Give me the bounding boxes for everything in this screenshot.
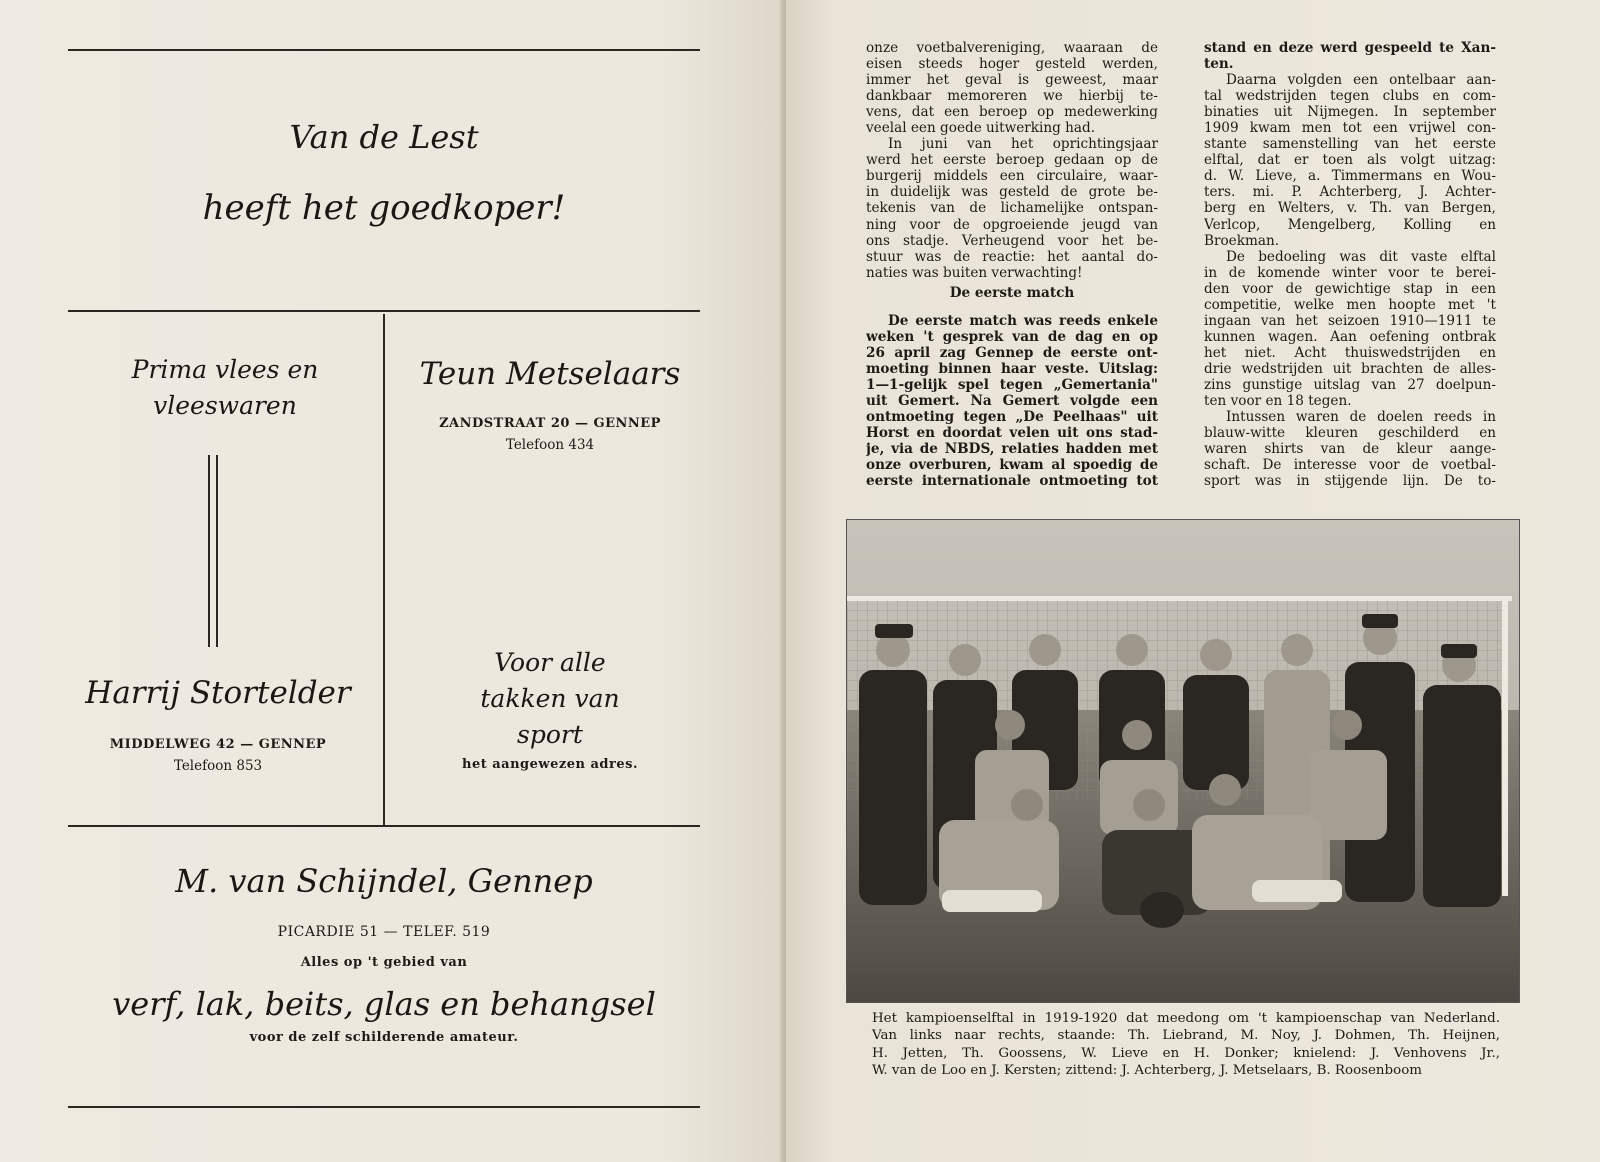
text-line: stuur was de reactie: het aantal do-	[866, 248, 1158, 265]
text-line: veelal een goede uitwerking had.	[866, 120, 1096, 137]
text-line: ons stadje. Verheugend voor het be-	[866, 232, 1158, 249]
text-line: ning voor de opgroeiende jeugd van	[866, 216, 1158, 233]
section-heading: De eerste match	[949, 284, 1075, 301]
text-line: sport was in stijgende lijn. De to-	[1204, 473, 1496, 490]
text-line: den voor de gewichtige stap in een	[1204, 280, 1496, 297]
paragraph-bold	[866, 313, 1158, 490]
ad-van-de-lest-line2: heeft het goedkoper!	[202, 188, 566, 228]
text-line: tekenis van de lichamelijke ontspan-	[866, 200, 1158, 217]
left-page	[0, 0, 786, 1162]
text-line: binaties uit Nijmegen. In september	[1204, 104, 1496, 121]
text-line: elftal, dat er toen als volgt uitzag:	[1204, 152, 1496, 169]
article-column-2	[1204, 40, 1496, 489]
photo-caption	[872, 1010, 1500, 1079]
text-line: De eerste match was reeds enkele	[888, 312, 1158, 329]
ad-metselaars-name: Teun Metselaars	[419, 356, 681, 392]
text-line: ingaan van het seizoen 1910—1911 te	[1204, 312, 1496, 329]
text-line: eerste internationale ontmoeting tot	[866, 473, 1158, 490]
text-line: stand en deze werd gespeeld te Xan-	[1204, 40, 1496, 56]
article-column-1	[866, 40, 1158, 489]
text-line: je, via de NBDS, relaties hadden met	[866, 441, 1158, 458]
text-line: ten.	[1204, 56, 1234, 73]
text-line: het niet. Acht thuiswedstrijden en	[1204, 344, 1496, 361]
ad-sport-line1: Voor alle	[494, 648, 606, 677]
text-line: ontmoeting tegen „De Peelhaas" uit	[866, 409, 1158, 426]
ornament-bar	[216, 455, 218, 647]
caption-line: W. van de Loo en J. Kersten; zittend: J. Achterberg, J. Metselaars, B. Roosenboom	[872, 1062, 1422, 1078]
caption-line: H. Jetten, Th. Goossens, W. Lieve en H. Donker; knielend: J. Venhovens Jr.,	[872, 1045, 1500, 1061]
text-line: eisen steeds hoger gesteld werden,	[866, 56, 1158, 73]
ad-butcher-line2: vleeswaren	[153, 391, 297, 420]
lower-rule	[68, 825, 700, 827]
text-line: ten voor en 18 tegen.	[1204, 393, 1352, 410]
paragraph	[1204, 249, 1496, 409]
paragraph-bold	[1204, 40, 1496, 72]
ad-schijndel-line2: verf, lak, beits, glas en behangsel	[112, 985, 656, 1023]
ad-metselaars-phone: Telefoon 434	[505, 437, 595, 453]
paragraph	[866, 40, 1158, 136]
text-line: immer het geval is geweest, maar	[866, 72, 1158, 89]
text-line: burgerij middels een circulaire, waar-	[866, 168, 1158, 185]
ad-schijndel-name: M. van Schijndel, Gennep	[175, 862, 593, 900]
ad-sport-line2: takken van	[480, 684, 620, 713]
text-line: kunnen wagen. Aan oefening ontbrak	[1204, 328, 1496, 345]
caption-line: Van links naar rechts, staande: Th. Liebrand, M. Noy, J. Dohmen, Th. Heijnen,	[872, 1028, 1500, 1044]
text-line: 1—1-gelijk spel tegen „Gemertania"	[866, 376, 1158, 393]
ad-sport-line3: sport	[517, 720, 583, 749]
paragraph	[866, 136, 1158, 280]
text-line: Intussen waren de doelen reeds in	[1226, 409, 1496, 426]
text-line: Verlcop, Mengelberg, Kolling en	[1204, 216, 1496, 233]
middle-rule	[68, 310, 700, 312]
paragraph	[1204, 72, 1496, 249]
text-line: Broekman.	[1204, 232, 1280, 249]
text-line: schaft. De interesse voor de voetbal-	[1204, 457, 1496, 474]
text-line: Daarna volgden een ontelbaar aan-	[1226, 72, 1496, 89]
vertical-divider	[383, 314, 385, 826]
text-line: Horst en doordat velen uit ons stad-	[866, 425, 1158, 442]
bottom-rule	[68, 1106, 700, 1108]
text-line: onze voetbalvereniging, waaraan de	[866, 40, 1158, 56]
ad-schijndel-address: PICARDIE 51 — TELEF. 519	[277, 924, 491, 940]
text-line: 26 april zag Gennep de eerste ont-	[866, 344, 1158, 361]
text-line: d. W. Lieve, a. Timmermans en Wou-	[1204, 168, 1496, 185]
caption-line: Het kampioenselftal in 1919-1920 dat meedong om 't kampioenschap van Nederland.	[872, 1011, 1500, 1026]
text-line: in de komende winter voor te berei-	[1204, 264, 1496, 281]
ad-stortelder-name: Harrij Stortelder	[85, 675, 351, 711]
text-line: stante samenstelling van het eerste	[1204, 136, 1496, 153]
text-line: vens, dat een beroep op medewerking	[866, 104, 1158, 121]
text-line: onze overburen, kwam al spoedig de	[866, 457, 1158, 474]
text-line: zins gunstige uitslag van 27 doelpun-	[1204, 376, 1496, 393]
ad-schijndel-line3: voor de zelf schilderende amateur.	[249, 1030, 519, 1045]
ad-van-de-lest-line1: Van de Lest	[289, 118, 479, 156]
text-line: tal wedstrijden tegen clubs en com-	[1204, 88, 1496, 105]
text-line: waren shirts van de kleur aange-	[1204, 441, 1496, 458]
top-rule	[68, 49, 700, 51]
ad-sport-line4: het aangewezen adres.	[462, 757, 638, 772]
ornament-bar	[208, 455, 210, 647]
team-photo	[846, 519, 1520, 1003]
text-line: uit Gemert. Na Gemert volgde een	[866, 392, 1158, 409]
text-line: De bedoeling was dit vaste elftal	[1226, 248, 1496, 265]
text-line: naties was buiten verwachting!	[866, 264, 1083, 281]
ad-stortelder-address: MIDDELWEG 42 — GENNEP	[109, 737, 327, 752]
text-line: drie wedstrijden uit brachten de alles-	[1204, 360, 1496, 377]
ad-butcher-line1: Prima vlees en	[131, 355, 319, 384]
team-photo-illustration	[847, 520, 1519, 1002]
text-line: competitie, welke men hoopte met 't	[1204, 296, 1496, 313]
text-line: blauw-witte kleuren geschilderd en	[1204, 425, 1496, 442]
text-line: moeting binnen haar veste. Uitslag:	[866, 360, 1158, 377]
text-line: werd het eerste beroep gedaan op de	[866, 152, 1158, 169]
ad-stortelder-phone: Telefoon 853	[173, 758, 263, 774]
text-line: weken 't gesprek van de dag en op	[866, 328, 1158, 345]
paragraph	[1204, 409, 1496, 489]
text-line: In juni van het oprichtingsjaar	[888, 136, 1158, 153]
text-line: ters. mi. P. Achterberg, J. Achter-	[1204, 184, 1496, 201]
text-line: 1909 kwam men tot een vrijwel con-	[1204, 120, 1496, 137]
ad-metselaars-address: ZANDSTRAAT 20 — GENNEP	[439, 416, 661, 431]
text-line: berg en Welters, v. Th. van Bergen,	[1204, 200, 1496, 217]
ad-schijndel-line1: Alles op 't gebied van	[300, 955, 468, 970]
text-line: in duidelijk was gesteld de grote be-	[866, 184, 1158, 201]
text-line: dankbaar memoreren we hierbij te-	[866, 88, 1158, 105]
